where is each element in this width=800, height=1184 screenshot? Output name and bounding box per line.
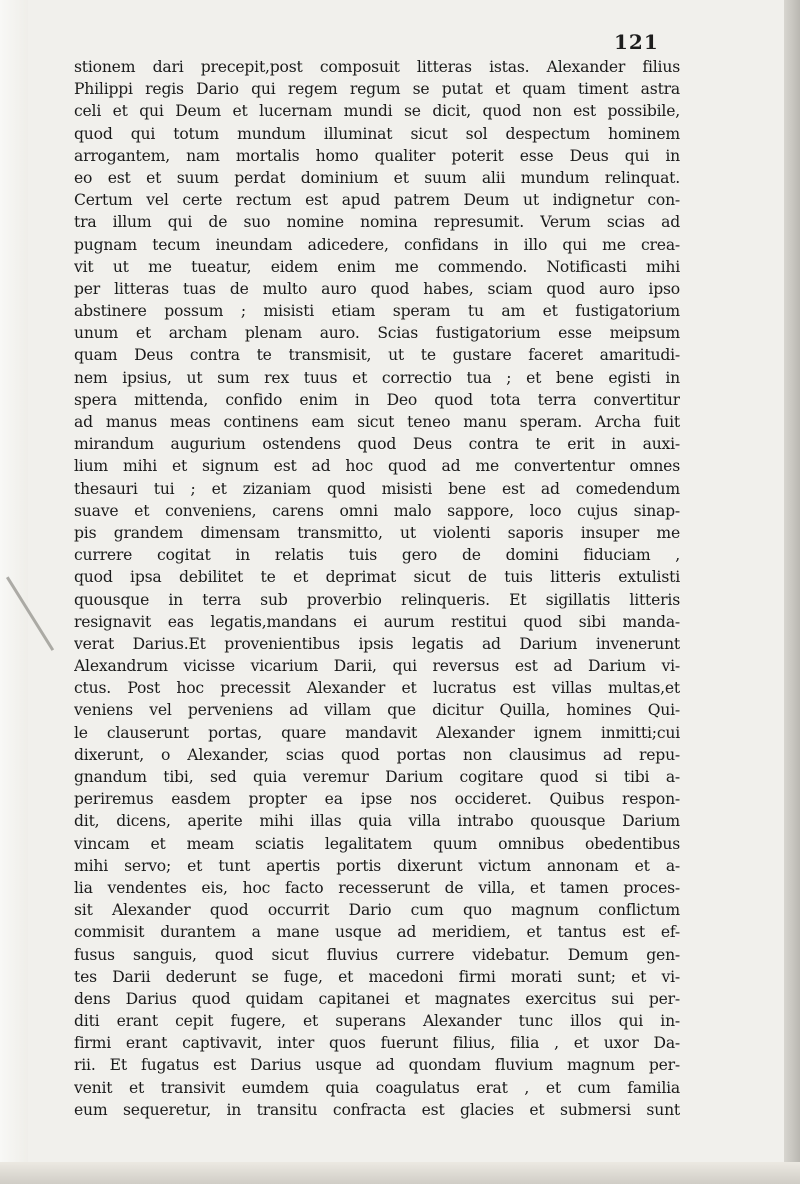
text-line: mirandum augurium ostendens quod Deus contra te erit in auxi- — [74, 435, 680, 454]
text-line: abstinere possum ; misisti etiam speram tu am et fustigatorium — [74, 302, 680, 321]
text-line: per litteras tuas de multo auro quod habes, sciam quod auro ipso — [74, 279, 680, 298]
text-line: nem ipsius, ut sum rex tuus et correctio tua ; et bene egisti in — [74, 368, 680, 387]
text-line: rii. Et fugatus est Darius usque ad quondam fluvium magnum per- — [74, 1056, 680, 1075]
text-line: resignavit eas legatis,mandans ei aurum restitui quod sibi manda- — [74, 612, 680, 631]
text-line: le clauserunt portas, quare mandavit Alexander ignem inmitti;cui — [74, 723, 680, 742]
text-line: fusus sanguis, quod sicut fluvius currere videbatur. Demum gen- — [74, 945, 680, 964]
text-line: gnandum tibi, sed quia veremur Darium cogitare quod si tibi a- — [74, 768, 680, 786]
text-line: pis grandem dimensam transmitto, ut violenti saporis insuper me — [74, 523, 680, 542]
text-line: unum et archam plenam auro. Scias fustigatorium esse meipsum — [74, 324, 680, 343]
body-text — [74, 56, 680, 1121]
text-line: commisit durantem a mane usque ad meridiem, et tantus est ef- — [74, 923, 680, 942]
text-line: Philippi regis Dario qui regem regum se putat et quam timent astra — [74, 80, 680, 99]
text-line: vit ut me tueatur, eidem enim me commendo. Notificasti mihi — [74, 257, 680, 276]
text-line: quod qui totum mundum illuminat sicut sol despectum hominem — [74, 124, 680, 143]
text-line: currere cogitat in relatis tuis gero de domini fiduciam , — [74, 546, 680, 565]
text-line: dens Darius quod quidam capitanei et magnates exercitus sui per- — [74, 989, 680, 1008]
text-line: diti erant cepit fugere, et superans Alexander tunc illos qui in- — [74, 1012, 680, 1031]
text-line: quod ipsa debilitet te et deprimat sicut de tuis litteris extulisti — [74, 568, 680, 587]
text-line: lium mihi et signum est ad hoc quod ad me convertentur omnes — [74, 457, 680, 476]
text-line: arrogantem, nam mortalis homo qualiter poterit esse Deus qui in — [74, 146, 680, 165]
text-line: stionem dari precepit,post composuit litteras istas. Alexander filius — [74, 58, 680, 76]
text-line: sit Alexander quod occurrit Dario cum quo magnum conflictum — [74, 901, 680, 920]
text-line: celi et qui Deum et lucernam mundi se dicit, quod non est possibile, — [74, 102, 680, 121]
text-line: thesauri tui ; et zizaniam quod misisti bene est ad comedendum — [74, 479, 680, 498]
text-line: suave et conveniens, carens omni malo sappore, loco cujus sinap- — [74, 501, 680, 520]
text-line: firmi erant captivavit, inter quos fuerunt filius, filia , et uxor Da- — [74, 1034, 680, 1053]
text-line: pugnam tecum ineundam adicedere, confidans in illo qui me crea- — [74, 235, 680, 254]
text-line: tes Darii dederunt se fuge, et macedoni firmi morati sunt; et vi- — [74, 967, 680, 986]
text-line: quousque in terra sub proverbio relinqueris. Et sigillatis litteris — [74, 590, 680, 609]
text-line: venit et transivit eumdem quia coagulatus erat , et cum familia — [74, 1078, 680, 1097]
text-line: tra illum qui de suo nomine nomina represumit. Verum scias ad — [74, 213, 680, 232]
page-number: 121 — [614, 30, 659, 54]
text-line: ad manus meas continens eam sicut teneo manu speram. Archa fuit — [74, 413, 680, 431]
text-line: vincam et meam sciatis legalitatem quum omnibus obedentibus — [74, 834, 680, 853]
text-line: lia vendentes eis, hoc facto recesserunt de villa, et tamen proces- — [74, 878, 680, 897]
text-line: mihi servo; et tunt apertis portis dixerunt victum annonam et a- — [74, 856, 680, 875]
text-line: veniens vel perveniens ad villam que dicitur Quilla, homines Qui- — [74, 701, 680, 720]
page-bottom-shadow — [0, 1162, 800, 1184]
text-line: dixerunt, o Alexander, scias quod portas non clausimus ad repu- — [74, 745, 680, 764]
text-line: ctus. Post hoc precessit Alexander et lucratus est villas multas,et — [74, 679, 680, 698]
page-right-shadow — [784, 0, 800, 1184]
text-line: quam Deus contra te transmisit, ut te gustare faceret amaritudi- — [74, 346, 680, 365]
text-line: Certum vel certe rectum est apud patrem Deum ut indignetur con- — [74, 191, 680, 210]
text-line: eo est et suum perdat dominium et suum alii mundum relinquat. — [74, 168, 680, 187]
text-line: Alexandrum vicisse vicarium Darii, qui reversus est ad Darium vi- — [74, 657, 680, 676]
text-line: eum sequeretur, in transitu confracta est glacies et submersi sunt — [74, 1100, 680, 1119]
text-line: spera mittenda, confido enim in Deo quod tota terra convertitur — [74, 390, 680, 409]
text-line: verat Darius.Et provenientibus ipsis legatis ad Darium invenerunt — [74, 634, 680, 653]
text-line: dit, dicens, aperite mihi illas quia villa intrabo quousque Darium — [74, 812, 680, 831]
text-line: periremus easdem propter ea ipse nos occideret. Quibus respon- — [74, 790, 680, 809]
